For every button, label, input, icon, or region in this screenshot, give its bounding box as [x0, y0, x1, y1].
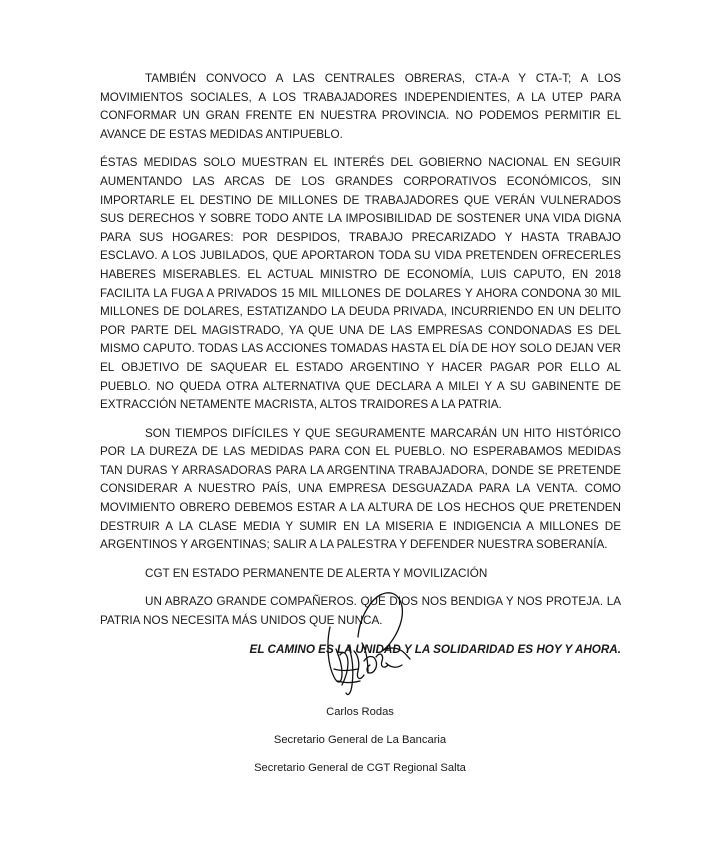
- handwritten-signature-icon: [318, 585, 413, 710]
- paragraph-convocatoria: TAMBIÉN CONVOCO A LAS CENTRALES OBRERAS, CTA-A Y CTA-T; A LOS MOVIMIENTOS SOCIALES, A LOS TRABAJADORES INDEPENDIENTES, A LA UTEP PARA CONFORMAR UN GRAN FRENTE EN NUESTRA PROVINCIA. NO PODEMOS PERMITIR EL AVANCE DE ESTAS MEDIDAS ANTIPUEBLO.: [100, 72, 621, 141]
- signatory-title-bancaria: Secretario General de La Bancaria: [273, 734, 447, 746]
- closing-motto: EL CAMINO ES LA UNIDAD Y LA SOLIDARIDAD ES HOY Y AHORA.: [249, 642, 621, 656]
- signatory-title-cgt: Secretario General de CGT Regional Salta: [254, 762, 466, 774]
- paragraph-alerta: CGT EN ESTADO PERMANENTE DE ALERTA Y MOVILIZACIÓN: [145, 566, 488, 580]
- paragraph-medidas: ÉSTAS MEDIDAS SOLO MUESTRAN EL INTERÉS DEL GOBIERNO NACIONAL EN SEGUIR AUMENTANDO LAS ARCAS DE LOS GRANDES CORPORATIVOS ECONÓMICOS, SIN IMPORTARLE EL DESTINO DE MILLONES DE TRABAJADORES QUE VERÁN VULNERADOS SUS DERECHOS Y SOBRE TODO ANTE LA IMPOSIBILIDAD DE SOSTENER UNA VIDA DIGNA PARA SUS HOGARES: POR DESPIDOS, TRABAJO PRECARIZADO Y HASTA TRABAJO ESCLAVO. A LOS JUBILADOS, QUE APORTARON TODA SU VIDA PRETENDEN OFRECERLES HABERES MISERABLES. EL ACTUAL MINISTRO DE ECONOMÍA, LUIS CAPUTO, EN 2018 FACILITA LA FUGA A PRIVADOS 15 MIL MILLONES DE DOLARES Y AHORA CONDONA 30 MIL MILLONES DE DOLARES, ESTATIZANDO LA DEUDA PRIVADA, INCURRIENDO EN UN DELITO POR PARTE DEL MAGISTRADO, YA QUE UNA DE LAS EMPRESAS CONDONADAS ES DEL MISMO CAPUTO. TODAS LAS ACCIONES TOMADAS HASTA EL DÍA DE HOY SOLO DEJAN VER EL OBJETIVO DE SAQUEAR EL ESTADO ARGENTINO Y HACER PAGAR POR ELLO AL PUEBLO. NO QUEDA OTRA ALTERNATIVA QUE DECLARA A MILEI Y A SU GABINENTE DE EXTRACCIÓN NETAMENTE MACRISTA, ALTOS TRAIDORES A LA PATRIA.: [100, 156, 621, 412]
- paragraph-tiempos-dificiles: SON TIEMPOS DIFÍCILES Y QUE SEGURAMENTE MARCARÁN UN HITO HISTÓRICO POR LA DUREZA DE LAS MEDIDAS PARA CON EL PUEBLO. NO ESPERABAMOS MEDIDAS TAN DURAS Y ARRASADORAS PARA LA ARGENTINA TRABAJADORA, DONDE SE PRETENDE CONSIDERAR A NUESTRO PAÍS, UNA EMPRESA DESGUAZADA PARA LA VENTA. COMO MOVIMIENTO OBRERO DEBEMOS ESTAR A LA ALTURA DE LOS HECHOS QUE PRETENDEN DESTRUIR A LA CLASE MEDIA Y SUMIR EN LA MISERIA E INDIGENCIA A MILLONES DE ARGENTINOS Y ARGENTINAS; SALIR A LA PALESTRA Y DEFENDER NUESTRA SOBERANÍA.: [100, 426, 621, 552]
- paragraph-abrazo: UN ABRAZO GRANDE COMPAÑEROS. QUE DIOS NOS BENDIGA Y NOS PROTEJA. LA PATRIA NOS NECESITA MÁS UNIDOS QUE NUNCA.: [100, 595, 621, 628]
- signatory-name: Carlos Rodas: [326, 706, 394, 718]
- letter-body: [100, 70, 621, 659]
